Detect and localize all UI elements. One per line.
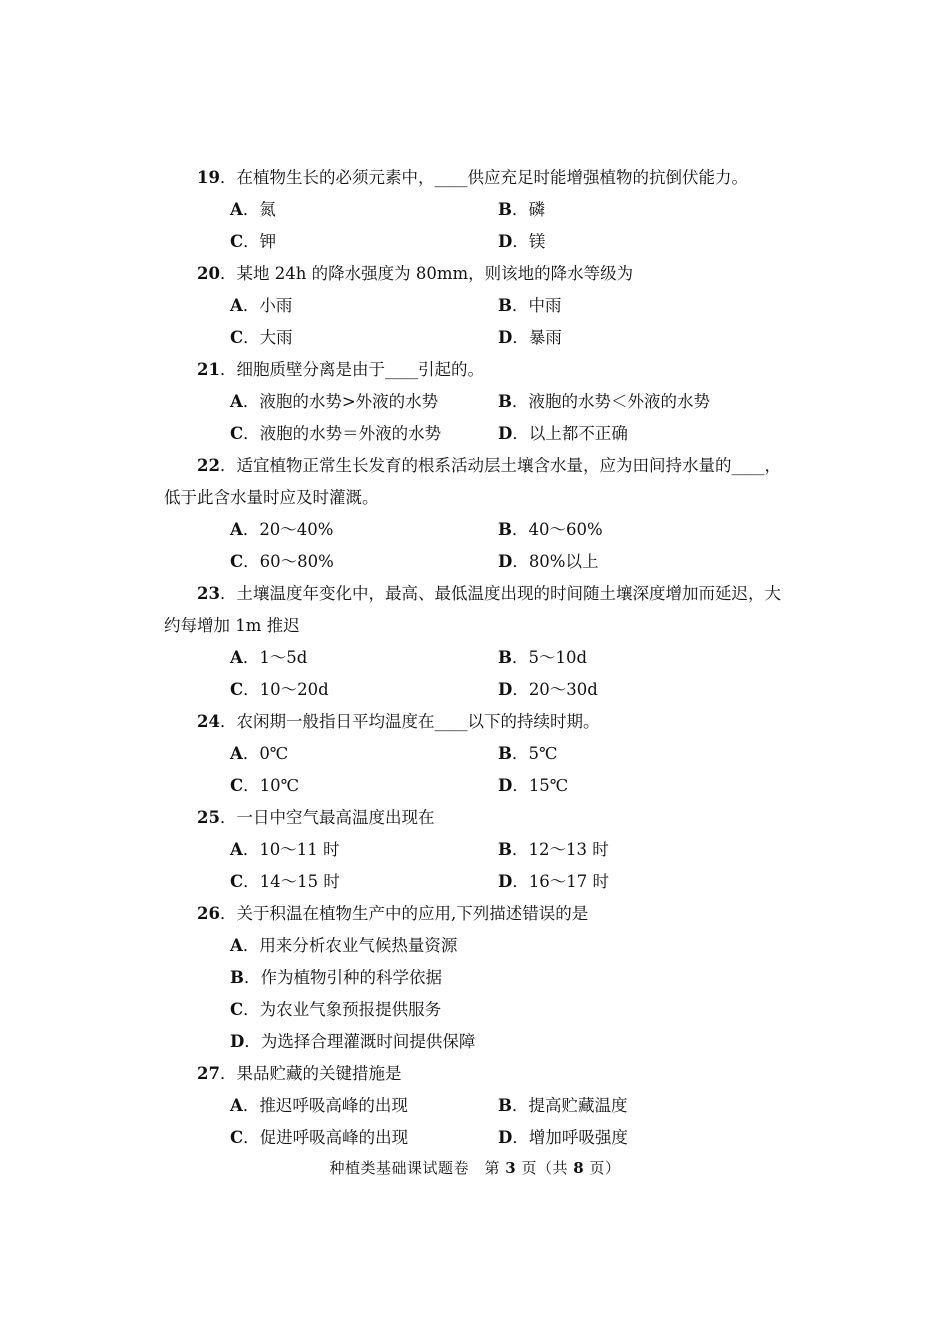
- option-letter: C: [230, 1128, 244, 1147]
- option-row: [164, 738, 804, 770]
- option-text: ．5℃: [511, 744, 558, 763]
- answer-option: [498, 1122, 628, 1154]
- option-letter: C: [230, 232, 244, 251]
- option-letter: D: [498, 776, 513, 795]
- option-row: [164, 1122, 804, 1154]
- option-letter: C: [230, 872, 244, 891]
- question-text-continued: 低于此含水量时应及时灌溉。: [164, 488, 379, 507]
- option-row: [164, 322, 804, 354]
- answer-option: [498, 642, 587, 674]
- option-letter: C: [230, 328, 244, 347]
- option-letter: A: [230, 744, 243, 763]
- option-text: ．提高贮藏温度: [511, 1096, 628, 1115]
- option-row: [164, 930, 804, 962]
- option-text: ．暴雨: [512, 328, 562, 347]
- option-text: ．80%以上: [512, 552, 599, 571]
- question-text: ．一日中空气最高温度出现在: [219, 808, 435, 827]
- option-text: ．60～80%: [243, 552, 334, 571]
- answer-option: [230, 1122, 408, 1154]
- question-number: 19: [197, 168, 220, 187]
- option-text: ．以上都不正确: [512, 424, 628, 443]
- option-row: [164, 674, 804, 706]
- option-letter: D: [498, 680, 513, 699]
- option-text: ．镁: [512, 232, 546, 251]
- question-stem: [164, 802, 804, 834]
- question-text: ．土壤温度年变化中，最高、最低温度出现的时间随土壤深度增加而延迟，大: [219, 584, 781, 603]
- option-row: [164, 962, 804, 994]
- option-text: ．1～5d: [242, 648, 308, 667]
- answer-option: [498, 290, 561, 322]
- option-text: ．小雨: [242, 296, 293, 315]
- answer-option: [230, 738, 288, 770]
- option-letter: B: [498, 744, 512, 763]
- option-text: ．14～15 时: [243, 872, 340, 891]
- answer-option: [230, 930, 457, 962]
- option-text: ．为选择合理灌溉时间提供保障: [244, 1032, 476, 1051]
- answer-option: [498, 770, 568, 802]
- question-stem: [164, 578, 804, 610]
- answer-option: [230, 418, 441, 450]
- option-text: ．为农业气象预报提供服务: [243, 1000, 442, 1019]
- answer-option: [230, 1090, 408, 1122]
- question-number: 21: [197, 360, 220, 379]
- answer-option: [230, 962, 442, 994]
- question-text: ．关于积温在植物生产中的应用,下列描述错误的是: [219, 904, 589, 923]
- question-number: 24: [197, 712, 220, 731]
- answer-option: [230, 290, 292, 322]
- option-letter: B: [498, 648, 512, 667]
- option-letter: C: [230, 776, 244, 795]
- answer-option: [498, 386, 710, 418]
- option-letter: D: [230, 1032, 245, 1051]
- option-letter: B: [498, 296, 512, 315]
- option-text: ．15℃: [512, 776, 569, 795]
- question-stem: [164, 450, 804, 482]
- option-row: [164, 1026, 804, 1058]
- question-text-continued: 约每增加 1m 推迟: [164, 616, 300, 635]
- option-letter: A: [230, 936, 243, 955]
- option-letter: D: [498, 872, 513, 891]
- question-stem: [164, 354, 804, 386]
- option-letter: D: [498, 1128, 513, 1147]
- option-text: ．作为植物引种的科学依据: [243, 968, 442, 987]
- option-text: ．增加呼吸强度: [512, 1128, 628, 1147]
- option-text: ．10～11 时: [242, 840, 340, 859]
- option-row: [164, 1090, 804, 1122]
- answer-option: [230, 226, 276, 258]
- option-text: ．20～30d: [512, 680, 598, 699]
- option-row: [164, 834, 804, 866]
- page-footer: [0, 1157, 950, 1178]
- answer-option: [230, 1026, 475, 1058]
- answer-option: [230, 674, 329, 706]
- option-text: ．10～20d: [243, 680, 329, 699]
- question-stem: [164, 258, 804, 290]
- option-text: ．0℃: [242, 744, 289, 763]
- option-row: [164, 386, 804, 418]
- answer-option: [230, 194, 276, 226]
- option-text: ．液胞的水势＝外液的水势: [243, 424, 442, 443]
- option-row: [164, 866, 804, 898]
- answer-option: [498, 418, 628, 450]
- question-text: ．农闲期一般指日平均温度在____以下的持续时期。: [219, 712, 600, 731]
- answer-option: [230, 386, 438, 418]
- option-text: ．用来分析农业气候热量资源: [242, 936, 458, 955]
- option-letter: B: [498, 1096, 512, 1115]
- option-letter: C: [230, 680, 244, 699]
- question-text: ．某地 24h 的降水强度为 80mm，则该地的降水等级为: [219, 264, 634, 283]
- footer-middle: 页（共: [516, 1159, 574, 1177]
- option-letter: A: [230, 200, 243, 219]
- answer-option: [230, 322, 293, 354]
- question-text: ．果品贮藏的关键措施是: [219, 1064, 402, 1083]
- option-row: [164, 226, 804, 258]
- question-number: 22: [197, 456, 220, 475]
- option-text: ．促进呼吸高峰的出现: [243, 1128, 409, 1147]
- option-text: ．钾: [243, 232, 277, 251]
- option-row: [164, 770, 804, 802]
- option-text: ．磷: [511, 200, 545, 219]
- option-letter: A: [230, 1096, 243, 1115]
- option-text: ．推迟呼吸高峰的出现: [242, 1096, 408, 1115]
- answer-option: [230, 994, 441, 1026]
- option-row: [164, 994, 804, 1026]
- question-number: 20: [197, 264, 220, 283]
- option-letter: B: [498, 200, 512, 219]
- option-text: ．12～13 时: [511, 840, 609, 859]
- answer-option: [498, 226, 545, 258]
- option-letter: A: [230, 392, 243, 411]
- option-letter: C: [230, 424, 244, 443]
- option-letter: D: [498, 232, 513, 251]
- answer-option: [498, 1090, 627, 1122]
- footer-total-pages: 8: [573, 1159, 585, 1177]
- answer-option: [230, 546, 334, 578]
- answer-option: [498, 866, 609, 898]
- answer-option: [230, 770, 299, 802]
- answer-option: [230, 514, 333, 546]
- option-letter: A: [230, 840, 243, 859]
- question-stem: [164, 706, 804, 738]
- option-text: ．5～10d: [511, 648, 588, 667]
- question-stem: [164, 898, 804, 930]
- answer-option: [498, 834, 609, 866]
- question-number: 25: [197, 808, 220, 827]
- option-row: [164, 290, 804, 322]
- footer-page-number: 3: [505, 1159, 517, 1177]
- option-letter: A: [230, 296, 243, 315]
- option-row: [164, 546, 804, 578]
- answer-option: [230, 834, 340, 866]
- option-text: ．16～17 时: [512, 872, 610, 891]
- answer-option: [498, 514, 603, 546]
- option-text: ．40～60%: [511, 520, 603, 539]
- answer-option: [498, 738, 557, 770]
- option-letter: B: [498, 520, 512, 539]
- option-row: [164, 418, 804, 450]
- footer-suffix: 页）: [584, 1159, 621, 1177]
- option-letter: C: [230, 1000, 244, 1019]
- question-number: 23: [197, 584, 220, 603]
- question-number: 26: [197, 904, 220, 923]
- option-letter: D: [498, 328, 513, 347]
- option-letter: A: [230, 520, 243, 539]
- option-letter: A: [230, 648, 243, 667]
- option-row: [164, 194, 804, 226]
- answer-option: [230, 642, 307, 674]
- option-row: [164, 514, 804, 546]
- option-letter: D: [498, 552, 513, 571]
- question-stem: [164, 162, 804, 194]
- option-letter: C: [230, 552, 244, 571]
- option-text: ．10℃: [243, 776, 300, 795]
- answer-option: [498, 322, 562, 354]
- option-text: ．液胞的水势>外液的水势: [242, 392, 439, 411]
- option-letter: B: [230, 968, 244, 987]
- question-text: ．细胞质壁分离是由于____引起的。: [219, 360, 484, 379]
- answer-option: [498, 674, 598, 706]
- question-stem: [164, 1058, 804, 1090]
- option-row: [164, 642, 804, 674]
- option-letter: B: [498, 392, 512, 411]
- footer-prefix: 种植类基础课试题卷 第: [329, 1159, 506, 1177]
- option-text: ．大雨: [243, 328, 293, 347]
- answer-option: [498, 546, 599, 578]
- option-text: ．20～40%: [242, 520, 334, 539]
- answer-option: [230, 866, 340, 898]
- question-text: ．适宜植物正常生长发育的根系活动层土壤含水量，应为田间持水量的____，: [219, 456, 781, 475]
- option-letter: D: [498, 424, 513, 443]
- question-text: ．在植物生长的必须元素中，____供应充足时能增强植物的抗倒伏能力。: [219, 168, 748, 187]
- option-letter: B: [498, 840, 512, 859]
- option-text: ．中雨: [511, 296, 562, 315]
- answer-option: [498, 194, 545, 226]
- question-list: [164, 162, 804, 1154]
- option-text: ．液胞的水势＜外液的水势: [511, 392, 710, 411]
- option-text: ．氮: [242, 200, 276, 219]
- question-number: 27: [197, 1064, 220, 1083]
